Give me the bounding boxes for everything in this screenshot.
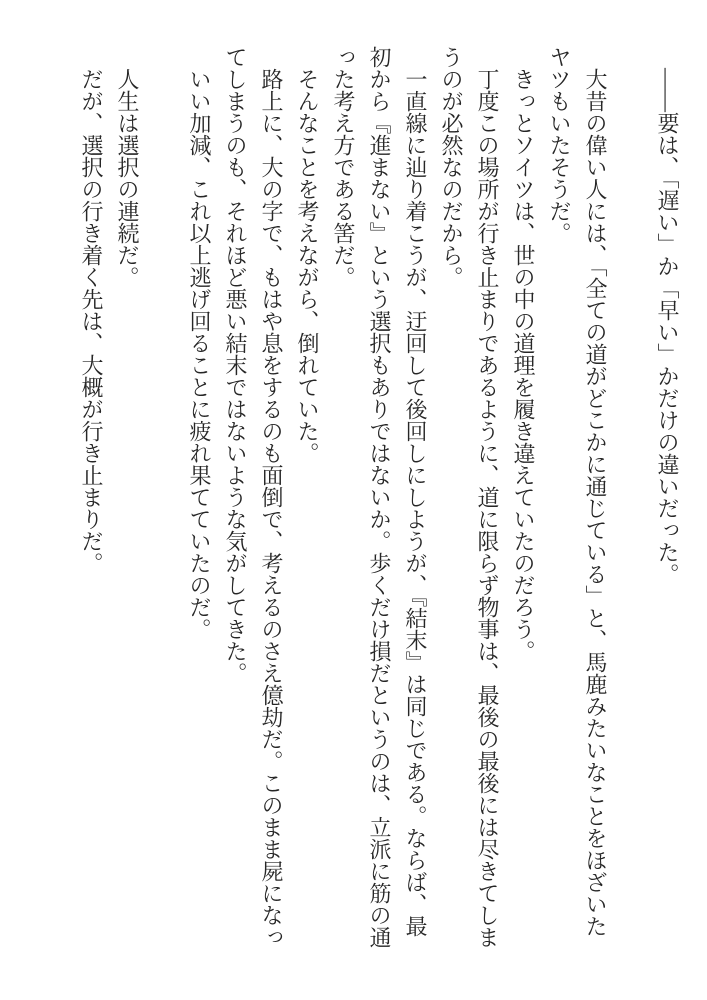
paragraph: だが、選択の行き着く先は、大概が行き止まりだ。: [79, 68, 104, 574]
paragraph: そんなことを考えながら、倒れていた。: [295, 68, 320, 464]
paragraph: 丁度この場所が行き止まりであるように、道に限らず物事は、最後の最後には尽きてしまうのが必然なのだから。: [439, 46, 500, 948]
paragraph: きっとソイツは、世の中の道理を履き違えていたのだろう。: [511, 68, 536, 662]
paragraph: 一直線に辿り着こうが、迂回して後回しにしようが、『結末』は同じである。ならば、最初から『進まない』という選択もありではないか。歩くだけ損だというのは、立派に筋の通った考え方である筈だ。: [331, 46, 428, 948]
paragraph-spacer: [613, 46, 649, 954]
novel-text-page: [73, 46, 685, 954]
paragraph: 路上に、大の字で、もはや息をするのも面倒で、考えるのさえ億劫だ。このまま屍になってしまうのも、それほど悪い結末ではないような気がしてきた。: [223, 46, 284, 948]
paragraph: 大昔の偉い人には、「全ての道がどこかに通じている」と、馬鹿みたいなことをほざいたヤツもいたそうだ。: [547, 46, 608, 937]
paragraph-spacer: [145, 46, 181, 954]
paragraph: ――要は、「遅い」か「早い」かだけの違いだった。: [655, 68, 680, 585]
paragraph: 人生は選択の連続だ。: [115, 68, 140, 288]
paragraph: いい加減、これ以上逃げ回ることに疲れ果てていたのだ。: [187, 68, 212, 640]
